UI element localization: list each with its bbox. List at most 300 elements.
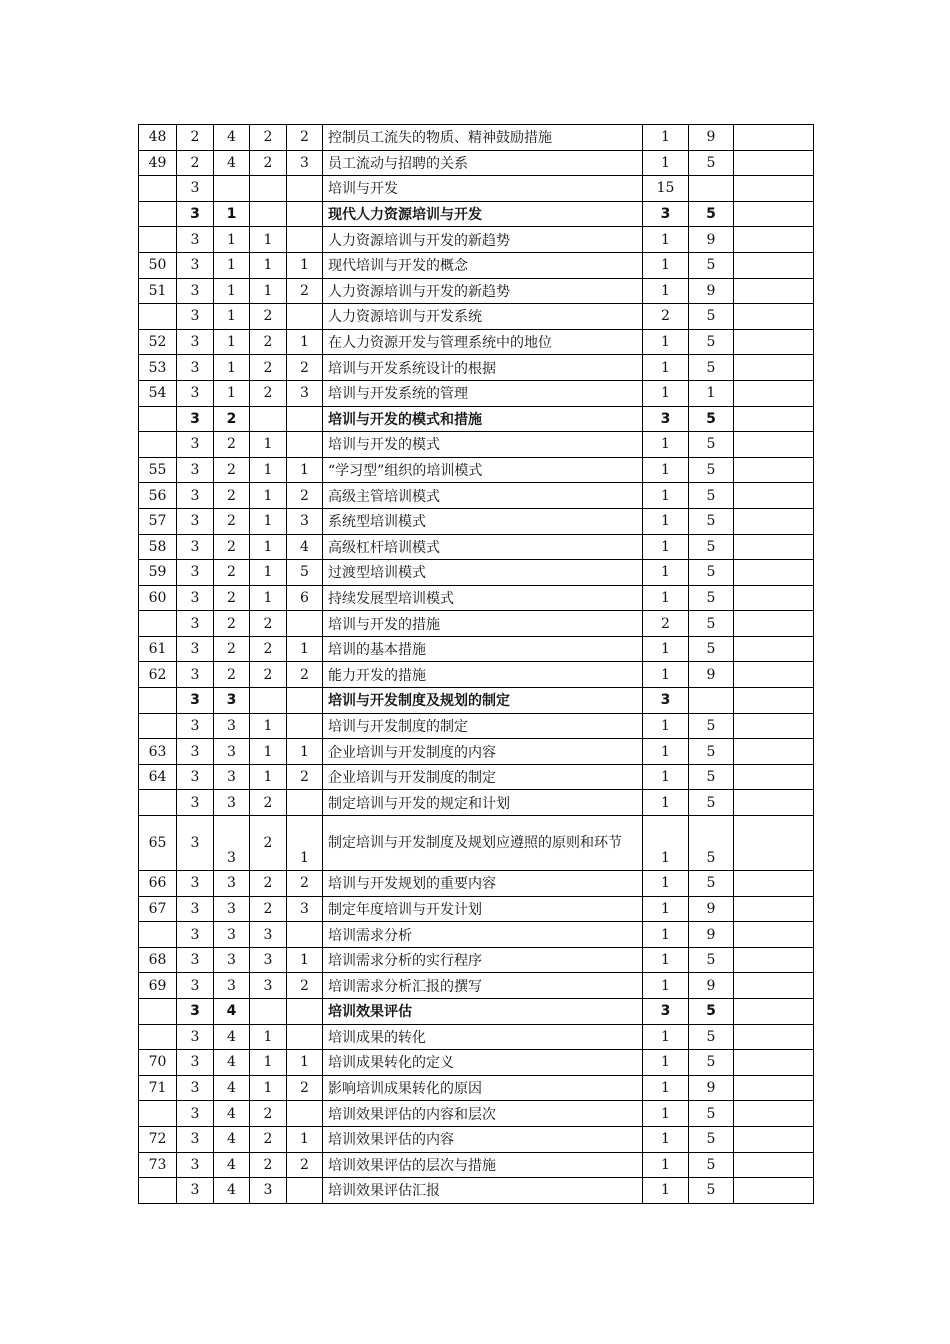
topic-title-cell: 系统型培训模式 <box>323 508 643 534</box>
remarks-cell <box>734 999 814 1025</box>
level-2-code-cell: 4 <box>214 1024 250 1050</box>
topic-title-cell: 培训与开发 <box>323 176 643 202</box>
level-3-code-cell: 2 <box>250 125 287 151</box>
level-2-code-cell: 3 <box>214 896 250 922</box>
count-cell: 1 <box>643 764 689 790</box>
level-1-code-cell: 3 <box>177 304 214 330</box>
topic-title-cell: 培训的基本措施 <box>323 636 643 662</box>
remarks-cell <box>734 585 814 611</box>
level-2-code-cell: 2 <box>214 483 250 509</box>
topic-title-cell: 人力资源培训与开发系统 <box>323 304 643 330</box>
count-cell: 1 <box>643 329 689 355</box>
level-2-code-cell: 2 <box>214 406 250 432</box>
level-cell: 9 <box>689 662 734 688</box>
level-2-code-cell: 2 <box>214 457 250 483</box>
row-number-cell <box>139 790 177 816</box>
level-4-code-cell <box>287 611 323 637</box>
level-3-code-cell: 1 <box>250 713 287 739</box>
count-cell: 1 <box>643 508 689 534</box>
remarks-cell <box>734 816 814 871</box>
row-number-cell <box>139 1178 177 1204</box>
level-2-code-cell: 3 <box>214 922 250 948</box>
row-number-cell: 56 <box>139 483 177 509</box>
level-cell: 5 <box>689 201 734 227</box>
level-cell: 9 <box>689 1075 734 1101</box>
topic-title-cell: 培训需求分析 <box>323 922 643 948</box>
table-row <box>139 1152 814 1178</box>
remarks-cell <box>734 764 814 790</box>
row-number-cell <box>139 176 177 202</box>
row-number-cell: 50 <box>139 252 177 278</box>
level-2-code-cell: 2 <box>214 585 250 611</box>
remarks-cell <box>734 457 814 483</box>
level-2-code-cell: 3 <box>214 739 250 765</box>
level-1-code-cell: 3 <box>177 457 214 483</box>
level-3-code-cell: 2 <box>250 662 287 688</box>
level-1-code-cell: 3 <box>177 406 214 432</box>
level-2-code-cell: 3 <box>214 790 250 816</box>
count-cell: 2 <box>643 304 689 330</box>
remarks-cell <box>734 713 814 739</box>
count-cell: 1 <box>643 1050 689 1076</box>
level-3-code-cell: 2 <box>250 329 287 355</box>
remarks-cell <box>734 560 814 586</box>
count-cell: 1 <box>643 380 689 406</box>
level-2-code-cell: 3 <box>214 816 250 871</box>
count-cell: 1 <box>643 534 689 560</box>
row-number-cell: 65 <box>139 816 177 871</box>
level-cell: 5 <box>689 483 734 509</box>
remarks-cell <box>734 947 814 973</box>
remarks-cell <box>734 611 814 637</box>
count-cell: 3 <box>643 688 689 714</box>
level-3-code-cell: 2 <box>250 304 287 330</box>
table-row <box>139 406 814 432</box>
level-2-code-cell: 3 <box>214 947 250 973</box>
table-row <box>139 585 814 611</box>
count-cell: 1 <box>643 739 689 765</box>
topic-title-cell: 培训成果转化的定义 <box>323 1050 643 1076</box>
table-row <box>139 947 814 973</box>
level-2-code-cell: 3 <box>214 871 250 897</box>
level-2-code-cell: 2 <box>214 508 250 534</box>
count-cell: 1 <box>643 713 689 739</box>
remarks-cell <box>734 176 814 202</box>
level-1-code-cell: 2 <box>177 150 214 176</box>
count-cell: 1 <box>643 252 689 278</box>
row-number-cell: 59 <box>139 560 177 586</box>
table-row <box>139 201 814 227</box>
remarks-cell <box>734 871 814 897</box>
level-1-code-cell: 3 <box>177 1024 214 1050</box>
level-1-code-cell: 3 <box>177 764 214 790</box>
level-cell: 5 <box>689 432 734 458</box>
topic-title-cell: 培训效果评估 <box>323 999 643 1025</box>
count-cell: 3 <box>643 201 689 227</box>
count-cell: 2 <box>643 611 689 637</box>
level-cell: 5 <box>689 534 734 560</box>
row-number-cell <box>139 1024 177 1050</box>
level-4-code-cell <box>287 1178 323 1204</box>
remarks-cell <box>734 1126 814 1152</box>
level-1-code-cell: 3 <box>177 688 214 714</box>
level-4-code-cell: 2 <box>287 355 323 381</box>
level-4-code-cell: 4 <box>287 534 323 560</box>
table-row <box>139 1178 814 1204</box>
count-cell: 3 <box>643 999 689 1025</box>
count-cell: 1 <box>643 636 689 662</box>
level-1-code-cell: 3 <box>177 922 214 948</box>
count-cell: 1 <box>643 227 689 253</box>
row-number-cell: 52 <box>139 329 177 355</box>
level-1-code-cell: 3 <box>177 432 214 458</box>
level-1-code-cell: 3 <box>177 1075 214 1101</box>
level-3-code-cell <box>250 201 287 227</box>
level-1-code-cell: 3 <box>177 380 214 406</box>
table-row <box>139 922 814 948</box>
count-cell: 1 <box>643 457 689 483</box>
remarks-cell <box>734 355 814 381</box>
level-1-code-cell: 3 <box>177 560 214 586</box>
topic-title-cell: 培训与开发的措施 <box>323 611 643 637</box>
remarks-cell <box>734 125 814 151</box>
table-row <box>139 329 814 355</box>
table-row <box>139 896 814 922</box>
level-4-code-cell <box>287 999 323 1025</box>
level-2-code-cell: 3 <box>214 713 250 739</box>
row-number-cell: 49 <box>139 150 177 176</box>
topic-title-cell: 现代培训与开发的概念 <box>323 252 643 278</box>
level-4-code-cell: 1 <box>287 739 323 765</box>
topic-title-cell: 培训与开发系统设计的根据 <box>323 355 643 381</box>
level-4-code-cell: 1 <box>287 816 323 871</box>
table-row <box>139 278 814 304</box>
level-3-code-cell: 2 <box>250 380 287 406</box>
remarks-cell <box>734 896 814 922</box>
remarks-cell <box>734 227 814 253</box>
table-row <box>139 764 814 790</box>
row-number-cell <box>139 304 177 330</box>
level-2-code-cell: 3 <box>214 764 250 790</box>
row-number-cell: 67 <box>139 896 177 922</box>
level-4-code-cell: 3 <box>287 896 323 922</box>
count-cell: 1 <box>643 560 689 586</box>
level-1-code-cell: 3 <box>177 636 214 662</box>
count-cell: 1 <box>643 125 689 151</box>
remarks-cell <box>734 252 814 278</box>
level-2-code-cell: 2 <box>214 662 250 688</box>
level-1-code-cell: 3 <box>177 999 214 1025</box>
level-2-code-cell: 1 <box>214 380 250 406</box>
level-1-code-cell: 3 <box>177 1126 214 1152</box>
level-2-code-cell <box>214 176 250 202</box>
remarks-cell <box>734 534 814 560</box>
table-row <box>139 432 814 458</box>
level-3-code-cell: 2 <box>250 1101 287 1127</box>
row-number-cell: 58 <box>139 534 177 560</box>
table-row <box>139 999 814 1025</box>
row-number-cell: 70 <box>139 1050 177 1076</box>
row-number-cell: 63 <box>139 739 177 765</box>
level-1-code-cell: 3 <box>177 947 214 973</box>
level-1-code-cell: 3 <box>177 176 214 202</box>
topic-title-cell: 员工流动与招聘的关系 <box>323 150 643 176</box>
count-cell: 1 <box>643 1024 689 1050</box>
level-2-code-cell: 4 <box>214 1101 250 1127</box>
row-number-cell: 69 <box>139 973 177 999</box>
row-number-cell: 48 <box>139 125 177 151</box>
level-cell: 9 <box>689 227 734 253</box>
remarks-cell <box>734 329 814 355</box>
row-number-cell: 57 <box>139 508 177 534</box>
count-cell: 1 <box>643 947 689 973</box>
level-3-code-cell: 1 <box>250 585 287 611</box>
level-4-code-cell: 1 <box>287 252 323 278</box>
count-cell: 1 <box>643 896 689 922</box>
topic-title-cell: 培训需求分析汇报的撰写 <box>323 973 643 999</box>
row-number-cell: 53 <box>139 355 177 381</box>
level-cell: 5 <box>689 871 734 897</box>
table-row <box>139 304 814 330</box>
row-number-cell: 62 <box>139 662 177 688</box>
level-cell: 5 <box>689 764 734 790</box>
level-cell: 5 <box>689 611 734 637</box>
level-3-code-cell: 2 <box>250 1152 287 1178</box>
remarks-cell <box>734 922 814 948</box>
level-4-code-cell <box>287 1101 323 1127</box>
table-row <box>139 534 814 560</box>
count-cell: 1 <box>643 1101 689 1127</box>
level-cell: 5 <box>689 816 734 871</box>
topic-title-cell: 培训与开发制度的制定 <box>323 713 643 739</box>
row-number-cell <box>139 611 177 637</box>
level-1-code-cell: 3 <box>177 252 214 278</box>
table-row <box>139 611 814 637</box>
level-4-code-cell: 1 <box>287 947 323 973</box>
remarks-cell <box>734 304 814 330</box>
level-2-code-cell: 2 <box>214 611 250 637</box>
count-cell: 1 <box>643 278 689 304</box>
level-2-code-cell: 3 <box>214 688 250 714</box>
topic-title-cell: 人力资源培训与开发的新趋势 <box>323 227 643 253</box>
level-cell: 5 <box>689 713 734 739</box>
level-4-code-cell: 1 <box>287 457 323 483</box>
level-3-code-cell: 1 <box>250 534 287 560</box>
topic-title-cell: 现代人力资源培训与开发 <box>323 201 643 227</box>
level-4-code-cell: 2 <box>287 871 323 897</box>
level-4-code-cell: 3 <box>287 508 323 534</box>
table-row <box>139 1101 814 1127</box>
level-1-code-cell: 3 <box>177 662 214 688</box>
level-1-code-cell: 3 <box>177 508 214 534</box>
table-row <box>139 816 814 871</box>
table-row <box>139 380 814 406</box>
level-cell: 9 <box>689 125 734 151</box>
topic-title-cell: 培训效果评估的层次与措施 <box>323 1152 643 1178</box>
level-3-code-cell: 2 <box>250 790 287 816</box>
level-cell: 5 <box>689 252 734 278</box>
level-cell: 5 <box>689 790 734 816</box>
table-row <box>139 973 814 999</box>
level-3-code-cell: 2 <box>250 355 287 381</box>
level-3-code-cell: 1 <box>250 739 287 765</box>
row-number-cell: 64 <box>139 764 177 790</box>
level-4-code-cell: 2 <box>287 764 323 790</box>
level-4-code-cell: 5 <box>287 560 323 586</box>
level-4-code-cell: 2 <box>287 973 323 999</box>
remarks-cell <box>734 1050 814 1076</box>
level-cell: 5 <box>689 1024 734 1050</box>
level-4-code-cell <box>287 688 323 714</box>
level-2-code-cell: 2 <box>214 534 250 560</box>
level-4-code-cell: 2 <box>287 483 323 509</box>
level-4-code-cell <box>287 406 323 432</box>
level-cell: 1 <box>689 380 734 406</box>
level-2-code-cell: 1 <box>214 329 250 355</box>
count-cell: 1 <box>643 1075 689 1101</box>
level-cell: 5 <box>689 636 734 662</box>
level-4-code-cell <box>287 176 323 202</box>
level-4-code-cell <box>287 790 323 816</box>
level-cell: 5 <box>689 947 734 973</box>
remarks-cell <box>734 688 814 714</box>
level-1-code-cell: 3 <box>177 585 214 611</box>
level-2-code-cell: 4 <box>214 999 250 1025</box>
level-1-code-cell: 2 <box>177 125 214 151</box>
level-1-code-cell: 3 <box>177 201 214 227</box>
level-2-code-cell: 4 <box>214 1152 250 1178</box>
table-row <box>139 457 814 483</box>
row-number-cell: 73 <box>139 1152 177 1178</box>
topic-title-cell: 培训与开发的模式 <box>323 432 643 458</box>
remarks-cell <box>734 380 814 406</box>
level-2-code-cell: 1 <box>214 355 250 381</box>
topic-title-cell: 能力开发的措施 <box>323 662 643 688</box>
row-number-cell <box>139 922 177 948</box>
level-2-code-cell: 2 <box>214 432 250 458</box>
level-cell: 5 <box>689 560 734 586</box>
table-row <box>139 227 814 253</box>
remarks-cell <box>734 483 814 509</box>
level-2-code-cell: 2 <box>214 560 250 586</box>
remarks-cell <box>734 1152 814 1178</box>
level-4-code-cell <box>287 201 323 227</box>
table-body <box>139 125 814 1204</box>
syllabus-table <box>138 124 814 1204</box>
topic-title-cell: “学习型”组织的培训模式 <box>323 457 643 483</box>
level-2-code-cell: 4 <box>214 1075 250 1101</box>
topic-title-cell: 培训效果评估汇报 <box>323 1178 643 1204</box>
level-3-code-cell: 3 <box>250 947 287 973</box>
table-row <box>139 483 814 509</box>
table-row <box>139 560 814 586</box>
remarks-cell <box>734 406 814 432</box>
topic-title-cell: 过渡型培训模式 <box>323 560 643 586</box>
level-3-code-cell <box>250 406 287 432</box>
level-2-code-cell: 4 <box>214 1178 250 1204</box>
remarks-cell <box>734 1178 814 1204</box>
topic-title-cell: 持续发展型培训模式 <box>323 585 643 611</box>
level-4-code-cell: 3 <box>287 150 323 176</box>
level-4-code-cell <box>287 304 323 330</box>
level-3-code-cell: 3 <box>250 973 287 999</box>
row-number-cell <box>139 201 177 227</box>
topic-title-cell: 在人力资源开发与管理系统中的地位 <box>323 329 643 355</box>
level-2-code-cell: 4 <box>214 1126 250 1152</box>
topic-title-cell: 培训与开发规划的重要内容 <box>323 871 643 897</box>
topic-title-cell: 培训与开发制度及规划的制定 <box>323 688 643 714</box>
level-cell: 5 <box>689 355 734 381</box>
remarks-cell <box>734 201 814 227</box>
row-number-cell: 61 <box>139 636 177 662</box>
level-3-code-cell: 1 <box>250 278 287 304</box>
level-2-code-cell: 1 <box>214 252 250 278</box>
level-cell: 5 <box>689 508 734 534</box>
level-4-code-cell: 2 <box>287 662 323 688</box>
level-4-code-cell <box>287 922 323 948</box>
level-1-code-cell: 3 <box>177 534 214 560</box>
level-3-code-cell: 1 <box>250 457 287 483</box>
count-cell: 1 <box>643 432 689 458</box>
remarks-cell <box>734 278 814 304</box>
remarks-cell <box>734 432 814 458</box>
level-4-code-cell: 3 <box>287 380 323 406</box>
remarks-cell <box>734 508 814 534</box>
table-row <box>139 1024 814 1050</box>
level-4-code-cell: 1 <box>287 1050 323 1076</box>
table-row <box>139 150 814 176</box>
count-cell: 1 <box>643 871 689 897</box>
level-3-code-cell <box>250 688 287 714</box>
table-row <box>139 252 814 278</box>
level-2-code-cell: 2 <box>214 636 250 662</box>
level-3-code-cell: 2 <box>250 816 287 871</box>
level-cell: 5 <box>689 329 734 355</box>
topic-title-cell: 培训成果的转化 <box>323 1024 643 1050</box>
level-cell: 5 <box>689 1126 734 1152</box>
row-number-cell <box>139 227 177 253</box>
level-cell: 5 <box>689 1101 734 1127</box>
level-1-code-cell: 3 <box>177 278 214 304</box>
level-1-code-cell: 3 <box>177 896 214 922</box>
table-row <box>139 176 814 202</box>
level-1-code-cell: 3 <box>177 816 214 871</box>
table-row <box>139 355 814 381</box>
count-cell: 1 <box>643 1152 689 1178</box>
row-number-cell: 66 <box>139 871 177 897</box>
level-1-code-cell: 3 <box>177 611 214 637</box>
level-3-code-cell: 3 <box>250 1178 287 1204</box>
level-1-code-cell: 3 <box>177 227 214 253</box>
level-cell: 9 <box>689 922 734 948</box>
level-3-code-cell: 1 <box>250 1024 287 1050</box>
table-row <box>139 739 814 765</box>
level-1-code-cell: 3 <box>177 1152 214 1178</box>
level-4-code-cell: 2 <box>287 1075 323 1101</box>
count-cell: 1 <box>643 790 689 816</box>
level-cell: 5 <box>689 1050 734 1076</box>
count-cell: 1 <box>643 662 689 688</box>
row-number-cell <box>139 1101 177 1127</box>
level-cell <box>689 176 734 202</box>
remarks-cell <box>734 636 814 662</box>
level-2-code-cell: 4 <box>214 150 250 176</box>
table-row <box>139 508 814 534</box>
level-4-code-cell: 2 <box>287 125 323 151</box>
row-number-cell <box>139 432 177 458</box>
table-row <box>139 713 814 739</box>
level-4-code-cell <box>287 1024 323 1050</box>
